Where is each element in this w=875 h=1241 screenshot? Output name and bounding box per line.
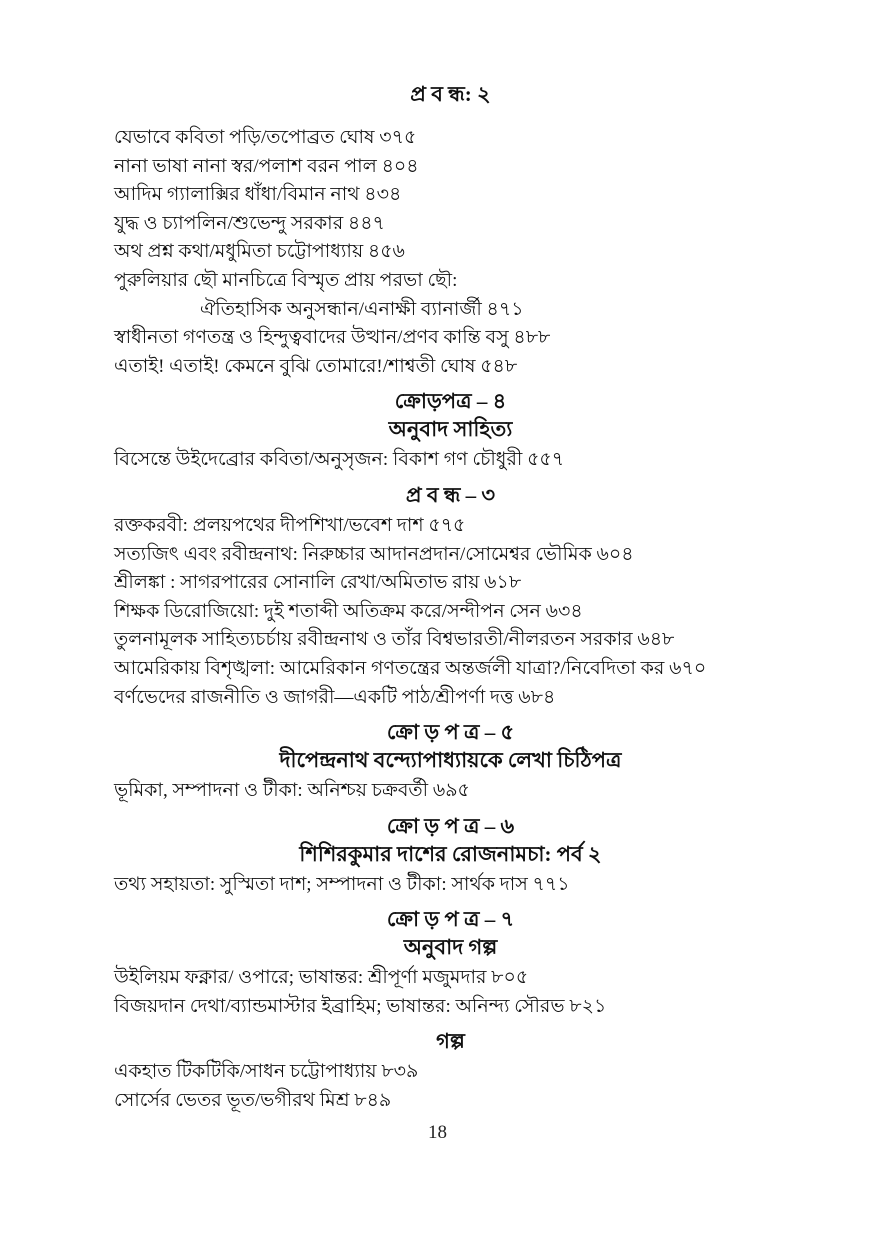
section-entries: [114, 964, 787, 1021]
toc-entry: এতাই! এতাই! কেমনে বুঝি তোমারে!/শাশ্বতী ঘোষ ৫৪৮: [114, 355, 518, 377]
toc-entry: যেভাবে কবিতা পড়ি/তপোব্রত ঘোষ ৩৭৫: [114, 127, 417, 148]
section-heading-golpo: গল্প: [436, 1029, 465, 1054]
toc-entry: উইলিয়ম ফক্নার/ ওপারে; ভাষান্তর: শ্রীপূর্ণা মজুমদার ৮০৫: [114, 967, 529, 989]
toc-entry: স্বাধীনতা গণতন্ত্র ও হিন্দুত্ববাদের উত্থান/প্রণব কান্তি বসু ৪৮৮: [114, 327, 551, 349]
toc-entry: সত্যজিৎ এবং রবীন্দ্রনাথ: নিরুচ্চার আদানপ্রদান/সোমেশ্বর ভৌমিক ৬০৪: [114, 543, 634, 565]
section-heading-probondho-3: প্র ব ন্ধ – ৩: [405, 482, 496, 507]
section-subheading-dipendranath-letters: দীপেন্দ্রনাথ বন্দ্যোপাধ্যায়কে লেখা চিঠিপত্র: [279, 748, 622, 773]
section-heading-krorpotro-4: ক্রোড়পত্র – ৪: [394, 389, 507, 414]
toc-entry: বিজয়দান দেথা/ব্যান্ডমাস্টার ইব্রাহিম; ভাষান্তর: অনিন্দ্য সৌরভ ৮২১: [114, 995, 607, 1017]
toc-entry: সোর্সের ভেতর ভূত/ভগীরথ মিশ্র ৮৪৯: [114, 1090, 392, 1112]
section-entries: [114, 871, 787, 900]
section-heading-krorpotro-7: ক্রো ড় প ত্র – ৭: [386, 907, 515, 932]
section-entries: [114, 124, 787, 381]
section-entries: [114, 446, 787, 475]
toc-entry: অথ প্রশ্ন কথা/মধুমিতা চট্টোপাধ্যায় ৪৫৬: [114, 241, 405, 263]
toc-entry: যুদ্ধ ও চ্যাপলিন/শুভেন্দু সরকার ৪৪৭: [114, 212, 385, 234]
section-subheading-anubad-golpo: অনুবাদ গল্প: [403, 935, 498, 960]
toc-entry: আমেরিকায় বিশৃঙ্খলা: আমেরিকান গণতন্ত্রের অন্তর্জলী যাত্রা?/নিবেদিতা কর ৬৭০: [114, 657, 707, 679]
section-heading-krorpotro-6: ক্রো ড় প ত্র – ৬: [386, 813, 515, 838]
page-number: 18: [428, 1122, 447, 1143]
toc-entry: ভূমিকা, সম্পাদনা ও টীকা: অনিশ্চয় চক্রবর্তী ৬৯৫: [114, 780, 470, 802]
section-entries: [114, 1058, 787, 1115]
toc-entry: একহাত টিকটিকি/সাধন চট্টোপাধ্যায় ৮৩৯: [114, 1061, 419, 1083]
section-entries: [114, 777, 787, 806]
toc-entry-continuation: ঐতিহাসিক অনুসন্ধান/এনাক্ষী ব্যানার্জী ৪৭১: [200, 298, 524, 320]
section-subheading-sisirkumar-rojnamcha: শিশিরকুমার দাশের রোজনামচা: পর্ব ২: [299, 841, 602, 866]
toc-entry: শিক্ষক ডিরোজিয়ো: দুই শতাব্দী অতিক্রম করে/সন্দীপন সেন ৬৩৪: [114, 600, 583, 622]
section-entries: [114, 512, 787, 712]
toc-entry: বিসেন্তে উইদেব্রোর কবিতা/অনুসৃজন: বিকাশ গণ চৌধুরী ৫৫৭: [114, 449, 565, 471]
toc-entry: বর্ণভেদের রাজনীতি ও জাগরী—একটি পাঠ/শ্রীপর্ণা দত্ত ৬৮৪: [114, 686, 556, 708]
toc-entry: শ্রীলঙ্কা : সাগরপারের সোনালি রেখা/অমিতাভ রায় ৬১৮: [114, 572, 522, 594]
toc-entry: তথ্য সহায়তা: সুস্মিতা দাশ; সম্পাদনা ও টীকা: সার্থক দাস ৭৭১: [114, 873, 570, 895]
toc-entry: আদিম গ্যালাক্সির ধাঁধা/বিমান নাথ ৪৩৪: [114, 184, 402, 206]
toc-entry: পুরুলিয়ার ছৌ মানচিত্রে বিস্মৃত প্রায় পরভা ছৌ:: [114, 269, 458, 291]
section-heading-krorpotro-5: ক্রো ড় প ত্র – ৫: [386, 720, 515, 745]
toc-entry: রক্তকরবী: প্রলয়পথের দীপশিখা/ভবেশ দাশ ৫৭৫: [114, 514, 466, 536]
toc-entry: তুলনামূলক সাহিত্যচর্চায় রবীন্দ্রনাথ ও তাঁর বিশ্বভারতী/নীলরতন সরকার ৬৪৮: [114, 629, 675, 651]
section-heading-probondho-2: প্র ব ন্ধ: ২: [410, 82, 491, 106]
section-subheading-anubad-sahitya: অনুবাদ সাহিত্য: [388, 417, 513, 442]
toc-entry: নানা ভাষা নানা স্বর/পলাশ বরন পাল ৪০৪: [114, 155, 419, 177]
